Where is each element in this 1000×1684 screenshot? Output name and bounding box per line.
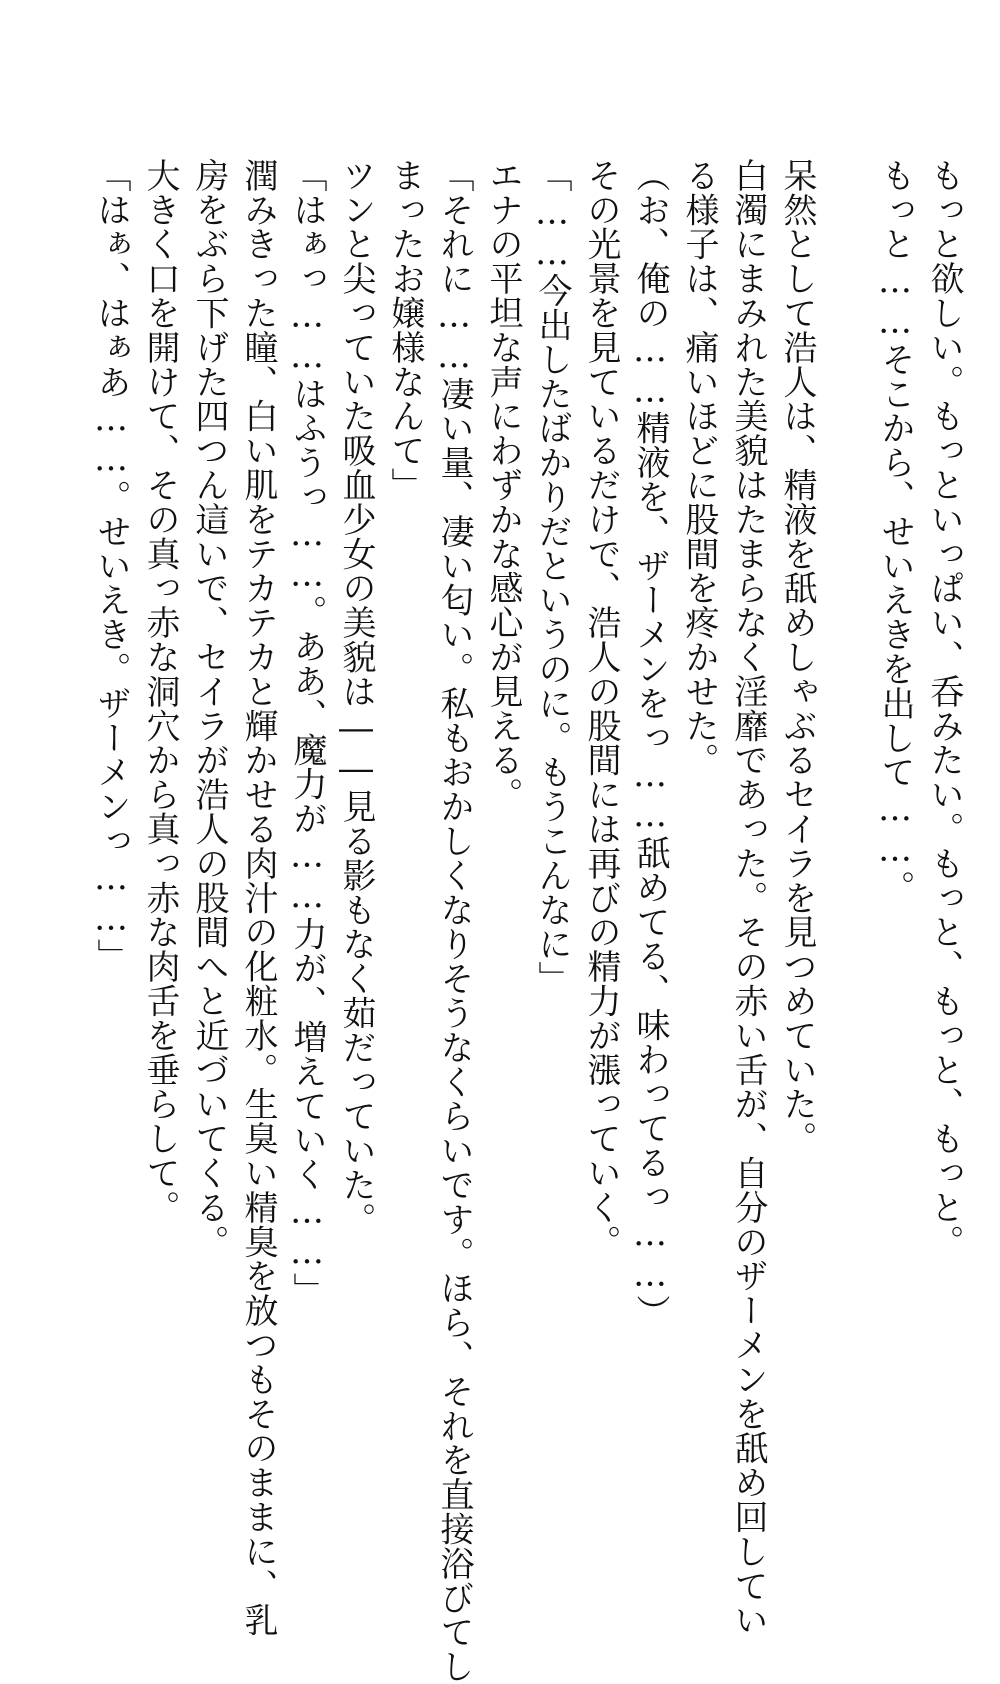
blank-line (821, 158, 870, 1410)
text-line: まったお嬢様なんて」 (385, 158, 425, 502)
text-line: 大きく口を開けて、その真っ赤な洞穴から真っ赤な肉舌を垂らして。 (140, 158, 180, 1225)
text-line: （お、俺の……精液を、ザーメンをっ……舐めてる、味わってるっ……） (630, 158, 670, 1330)
text-line: 「はぁ、はぁあ……。せいえき。ザーメンっ……」 (91, 158, 131, 974)
text-line: エナの平坦な声にわずかな感心が見える。 (483, 158, 523, 812)
text-line: もっと……そこから、せいえきを出して……。 (875, 158, 915, 905)
text-line: もっと欲しい。もっといっぱい、呑みたい。もっと、もっと、もっと。 (924, 158, 964, 1259)
text-line: る様子は、痛いほどに股間を疼かせた。 (679, 158, 719, 778)
text-line: 「……今出したばかりだというのに。もうこんなに」 (532, 158, 572, 996)
text-line: その光景を見ているだけで、浩人の股間には再びの精力が漲っていく。 (581, 158, 621, 1259)
text-line: 「それに……凄い量、凄い匂い。私もおかしくなりそうなくらいです。ほら、それを直接浴びてし (434, 158, 474, 1684)
text-line: 「はぁっ……はふうっ……。ああ、魔力が……力が、増えていく……」 (287, 158, 327, 1307)
text-line: ツンと尖っていた吸血少女の美貌は――見る影もなく茹だっていた。 (336, 158, 376, 1237)
text-line: 白濁にまみれた美貌はたまらなく淫靡であった。その赤い舌が、自分のザーメンを舐め回してい (728, 158, 768, 1638)
text-line: 潤みきった瞳、白い肌をテカテカと輝かせる肉汁の化粧水。生臭い精臭を放つもそのままに、乳 (238, 158, 278, 1638)
text-line: 房をぶら下げた四つん這いで、セイラが浩人の股間へと近づいてくる。 (189, 158, 229, 1259)
text-line: 呆然として浩人は、精液を舐めしゃぶるセイラを見つめていた。 (777, 158, 817, 1156)
vertical-text-block (68, 158, 968, 1684)
